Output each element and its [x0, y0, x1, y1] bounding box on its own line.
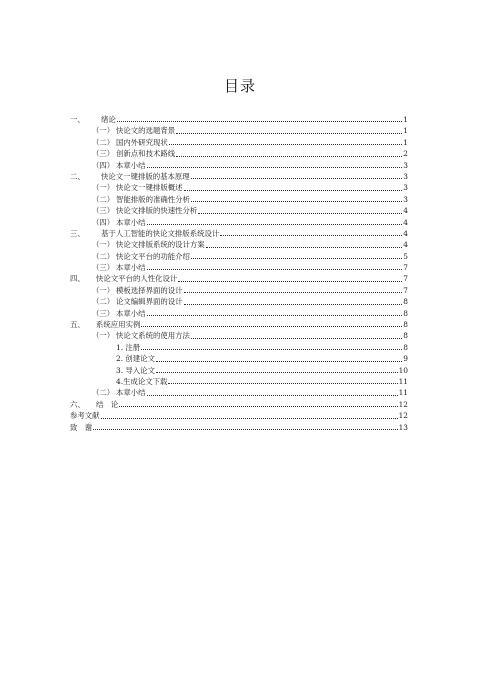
- toc-entry-title: 论文编辑界面的设计: [116, 297, 183, 307]
- toc-entry-title: 本章小结: [116, 388, 146, 398]
- toc-entry-page: 8: [403, 331, 408, 341]
- toc-entry-title: 本章小结: [116, 160, 146, 170]
- toc-entry-page: 7: [403, 274, 408, 284]
- toc-entry[interactable]: [70, 342, 408, 353]
- toc-entry-title: 1. 注册: [116, 342, 141, 352]
- dot-leader: [220, 235, 402, 236]
- toc-entry-number: （二）: [92, 194, 115, 204]
- toc-entry-page: 9: [403, 354, 408, 364]
- toc-entry-title: 系统应用实例: [96, 320, 141, 330]
- toc-entry-number: （一）: [92, 240, 115, 250]
- toc-entry[interactable]: [70, 387, 408, 398]
- toc-entry-page: 12: [398, 399, 408, 409]
- dot-leader: [156, 361, 402, 362]
- toc-entry-page: 4: [403, 206, 408, 216]
- toc-entry-page: 10: [398, 365, 408, 375]
- toc-entry-number: 四、: [70, 274, 85, 284]
- dot-leader: [147, 167, 403, 168]
- toc-entry-title: 参考文献: [70, 411, 100, 421]
- dot-leader: [156, 372, 398, 373]
- dot-leader: [147, 315, 403, 316]
- toc-entry-page: 7: [403, 285, 408, 295]
- dot-leader: [117, 121, 403, 122]
- dot-leader: [147, 395, 398, 396]
- toc-entry-title: 智能排版的准确性分析: [116, 194, 190, 204]
- toc-entry-page: 8: [403, 308, 408, 318]
- toc-entry[interactable]: [70, 353, 408, 364]
- toc-entry-number: （二）: [92, 388, 115, 398]
- toc-entry-number: （一）: [92, 183, 115, 193]
- toc-entry-number: （二）: [92, 137, 115, 147]
- toc-entry-page: 3: [403, 183, 408, 193]
- toc-entry-page: 8: [403, 320, 408, 330]
- table-of-contents: [70, 114, 408, 433]
- toc-entry-title: 快论文的选题背景: [116, 126, 176, 136]
- toc-entry[interactable]: [70, 125, 408, 136]
- dot-leader: [93, 429, 397, 430]
- toc-entry[interactable]: [70, 262, 408, 273]
- toc-entry-page: 5: [403, 251, 408, 261]
- toc-entry-title: 快论文排版系统的设计方案: [116, 240, 205, 250]
- toc-entry-title: 结 论: [96, 399, 119, 409]
- toc-entry-number: （二）: [92, 251, 115, 261]
- toc-entry-title: 本章小结: [116, 217, 146, 227]
- toc-entry-title: 绪论: [101, 114, 116, 124]
- toc-entry-title: 快论文平台的功能介绍: [116, 251, 190, 261]
- dot-leader: [191, 178, 403, 179]
- toc-entry[interactable]: [70, 194, 408, 205]
- toc-entry-number: 二、: [70, 171, 85, 181]
- toc-entry[interactable]: [70, 285, 408, 296]
- toc-entry[interactable]: [70, 148, 408, 159]
- toc-entry-number: （二）: [92, 297, 115, 307]
- toc-entry[interactable]: [70, 273, 408, 284]
- toc-entry-number: 五、: [70, 320, 85, 330]
- toc-entry-title: 4.生成论文下载: [116, 376, 168, 386]
- toc-entry[interactable]: [70, 410, 408, 421]
- toc-entry-title: 快论文系统的使用方法: [116, 331, 190, 341]
- toc-entry-page: 12: [398, 411, 408, 421]
- toc-entry-page: 7: [403, 263, 408, 273]
- toc-entry[interactable]: [70, 137, 408, 148]
- dot-leader: [191, 201, 402, 202]
- toc-entry[interactable]: [70, 365, 408, 376]
- dot-leader: [184, 304, 403, 305]
- dot-leader: [176, 133, 402, 134]
- toc-entry-page: 3: [403, 160, 408, 170]
- toc-entry-number: （一）: [92, 285, 115, 295]
- toc-entry-number: （三）: [92, 206, 115, 216]
- toc-entry[interactable]: [70, 182, 408, 193]
- toc-entry-page: 4: [403, 228, 408, 238]
- toc-entry-page: 1: [403, 126, 408, 136]
- dot-leader: [176, 156, 402, 157]
- toc-entry-number: 一、: [70, 114, 85, 124]
- dot-leader: [168, 383, 397, 384]
- dot-leader: [178, 281, 402, 282]
- toc-entry-page: 8: [403, 342, 408, 352]
- dot-leader: [147, 224, 403, 225]
- toc-entry-number: （四）: [92, 160, 115, 170]
- toc-entry-page: 11: [398, 376, 408, 386]
- toc-entry[interactable]: [70, 422, 408, 433]
- toc-entry[interactable]: [70, 228, 408, 239]
- toc-entry-page: 1: [403, 114, 408, 124]
- toc-entry-number: 三、: [70, 228, 85, 238]
- toc-entry-title: 2. 创建论文: [116, 354, 155, 364]
- dot-leader: [119, 406, 397, 407]
- toc-entry-page: 4: [403, 240, 408, 250]
- toc-entry-title: 模板选择界面的设计: [116, 285, 183, 295]
- dot-leader: [184, 292, 403, 293]
- toc-entry[interactable]: [70, 399, 408, 410]
- toc-entry-page: 1: [403, 137, 408, 147]
- toc-entry-title: 3. 导入论文: [116, 365, 155, 375]
- toc-entry-number: （四）: [92, 217, 115, 227]
- dot-leader: [206, 247, 403, 248]
- dot-leader: [191, 258, 402, 259]
- toc-entry[interactable]: [70, 308, 408, 319]
- toc-title: 目录: [223, 77, 256, 95]
- toc-entry-title: 创新点和技术路线: [116, 149, 176, 159]
- toc-entry-page: 13: [398, 422, 408, 432]
- dot-leader: [198, 213, 402, 214]
- toc-entry-title: 快论文一键排版概述: [116, 183, 183, 193]
- toc-entry-page: 8: [403, 297, 408, 307]
- toc-entry-number: （三）: [92, 149, 115, 159]
- toc-entry-page: 4: [403, 217, 408, 227]
- toc-entry-page: 3: [403, 171, 408, 181]
- toc-entry[interactable]: [70, 217, 408, 228]
- toc-entry[interactable]: [70, 319, 408, 330]
- toc-entry[interactable]: [70, 114, 408, 125]
- dot-leader: [184, 190, 403, 191]
- toc-entry-number: （三）: [92, 308, 115, 318]
- toc-entry[interactable]: [70, 160, 408, 171]
- toc-entry[interactable]: [70, 239, 408, 250]
- dot-leader: [141, 326, 402, 327]
- toc-entry-number: （一）: [92, 126, 115, 136]
- dot-leader: [169, 144, 403, 145]
- toc-entry[interactable]: [70, 376, 408, 387]
- toc-entry[interactable]: [70, 330, 408, 341]
- toc-entry-title: 快论文平台的人性化设计: [96, 274, 178, 284]
- toc-entry[interactable]: [70, 251, 408, 262]
- toc-entry-number: （三）: [92, 263, 115, 273]
- toc-entry-title: 国内外研究现状: [116, 137, 168, 147]
- toc-entry-number: （一）: [92, 331, 115, 341]
- dot-leader: [141, 349, 402, 350]
- toc-entry-title: 致 谢: [70, 422, 93, 432]
- toc-entry[interactable]: [70, 171, 408, 182]
- toc-entry-title: 快论文一键排版的基本原理: [101, 171, 190, 181]
- toc-entry-page: 2: [403, 149, 408, 159]
- dot-leader: [101, 418, 398, 419]
- dot-leader: [147, 269, 403, 270]
- toc-entry-title: 基于人工智能的快论文排版系统设计: [101, 228, 220, 238]
- toc-entry-title: 本章小结: [116, 263, 146, 273]
- toc-entry[interactable]: [70, 296, 408, 307]
- toc-entry-number: 六、: [70, 399, 85, 409]
- dot-leader: [191, 338, 402, 339]
- toc-entry[interactable]: [70, 205, 408, 216]
- toc-entry-page: 3: [403, 194, 408, 204]
- toc-entry-title: 快论文排版的快速性分析: [116, 206, 198, 216]
- toc-entry-page: 11: [398, 388, 408, 398]
- toc-entry-title: 本章小结: [116, 308, 146, 318]
